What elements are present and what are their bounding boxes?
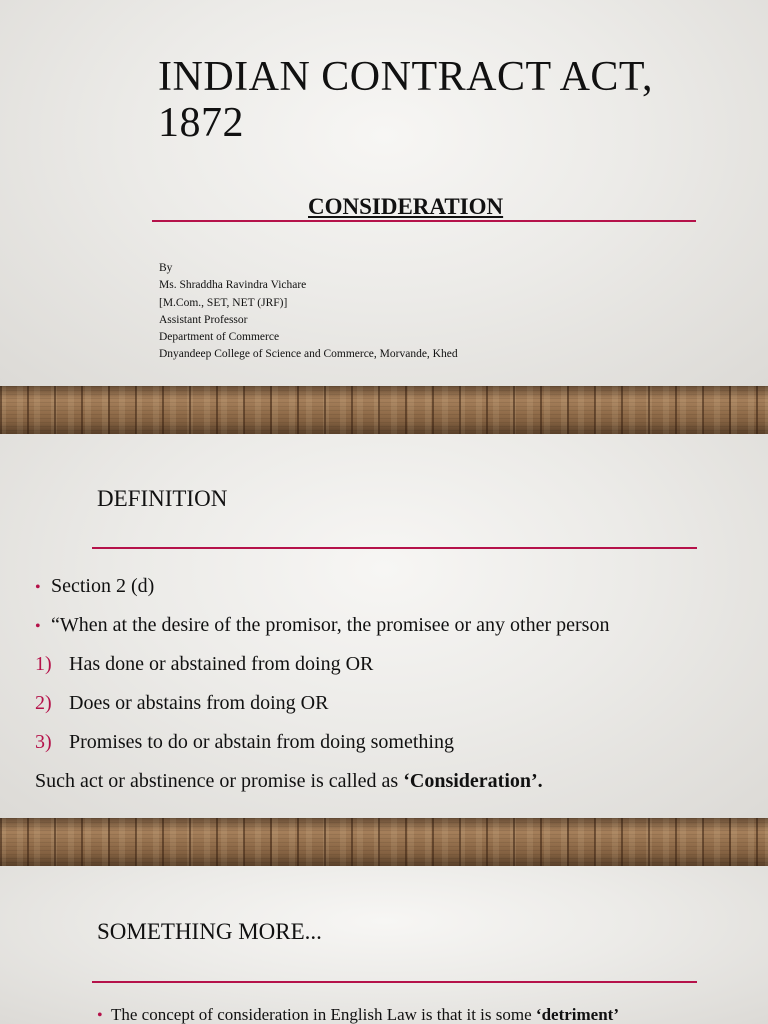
slide-subtitle: CONSIDERATION xyxy=(308,194,504,219)
bullet-item xyxy=(97,1003,619,1024)
closing-bold-term: ‘Consideration’. xyxy=(403,770,543,792)
wood-floor-divider xyxy=(0,386,768,434)
byline-line: By xyxy=(159,262,173,274)
item-text: Has done or abstained from doing OR xyxy=(69,653,374,675)
title-line-2: 1872 xyxy=(158,100,244,146)
bullet-text: “When at the desire of the promisor, the promisee or any other person xyxy=(51,614,610,636)
bullet-text: Section 2 (d) xyxy=(51,575,155,597)
something-more-heading: SOMETHING MORE... xyxy=(97,919,322,944)
byline-line: Dnyandeep College of Science and Commerce, Morvande, Khed xyxy=(159,348,458,361)
item-number: 1) xyxy=(35,653,52,675)
bullet-item xyxy=(35,613,609,639)
slide-something-more xyxy=(0,866,768,1024)
byline-line: Department of Commerce xyxy=(159,331,280,344)
numbered-item xyxy=(35,730,454,754)
numbered-item xyxy=(35,652,373,676)
bullet-marker: • xyxy=(35,579,41,596)
author-byline xyxy=(159,260,458,364)
title-line-1: INDIAN CONTRACT ACT, xyxy=(158,54,653,100)
numbered-item xyxy=(35,691,328,715)
byline-line: Ms. Shraddha Ravindra Vichare xyxy=(159,279,307,292)
definition-heading: DEFINITION xyxy=(97,486,228,511)
something-more-rule xyxy=(92,981,697,983)
bullet-text: The concept of consideration in English Law is that it is some xyxy=(111,1005,536,1024)
definition-closing xyxy=(35,769,543,793)
bullet-item xyxy=(35,574,154,600)
item-number: 2) xyxy=(35,692,52,714)
item-text: Does or abstains from doing OR xyxy=(69,692,329,714)
slide-definition xyxy=(0,434,768,820)
byline-line: [M.Com., SET, NET (JRF)] xyxy=(159,296,288,309)
title-rule xyxy=(152,220,696,222)
wood-floor-divider xyxy=(0,818,768,866)
definition-rule xyxy=(92,547,697,549)
bullet-marker: • xyxy=(97,1007,103,1024)
byline-line: Assistant Professor xyxy=(159,313,248,326)
item-number: 3) xyxy=(35,731,52,753)
bullet-bold-term: ‘detriment’ xyxy=(535,1005,619,1024)
item-text: Promises to do or abstain from doing something xyxy=(69,731,454,753)
closing-text: Such act or abstinence or promise is called as xyxy=(35,770,404,792)
slide-title xyxy=(0,0,768,388)
bullet-marker: • xyxy=(35,618,41,635)
slide-title-heading xyxy=(158,54,718,146)
